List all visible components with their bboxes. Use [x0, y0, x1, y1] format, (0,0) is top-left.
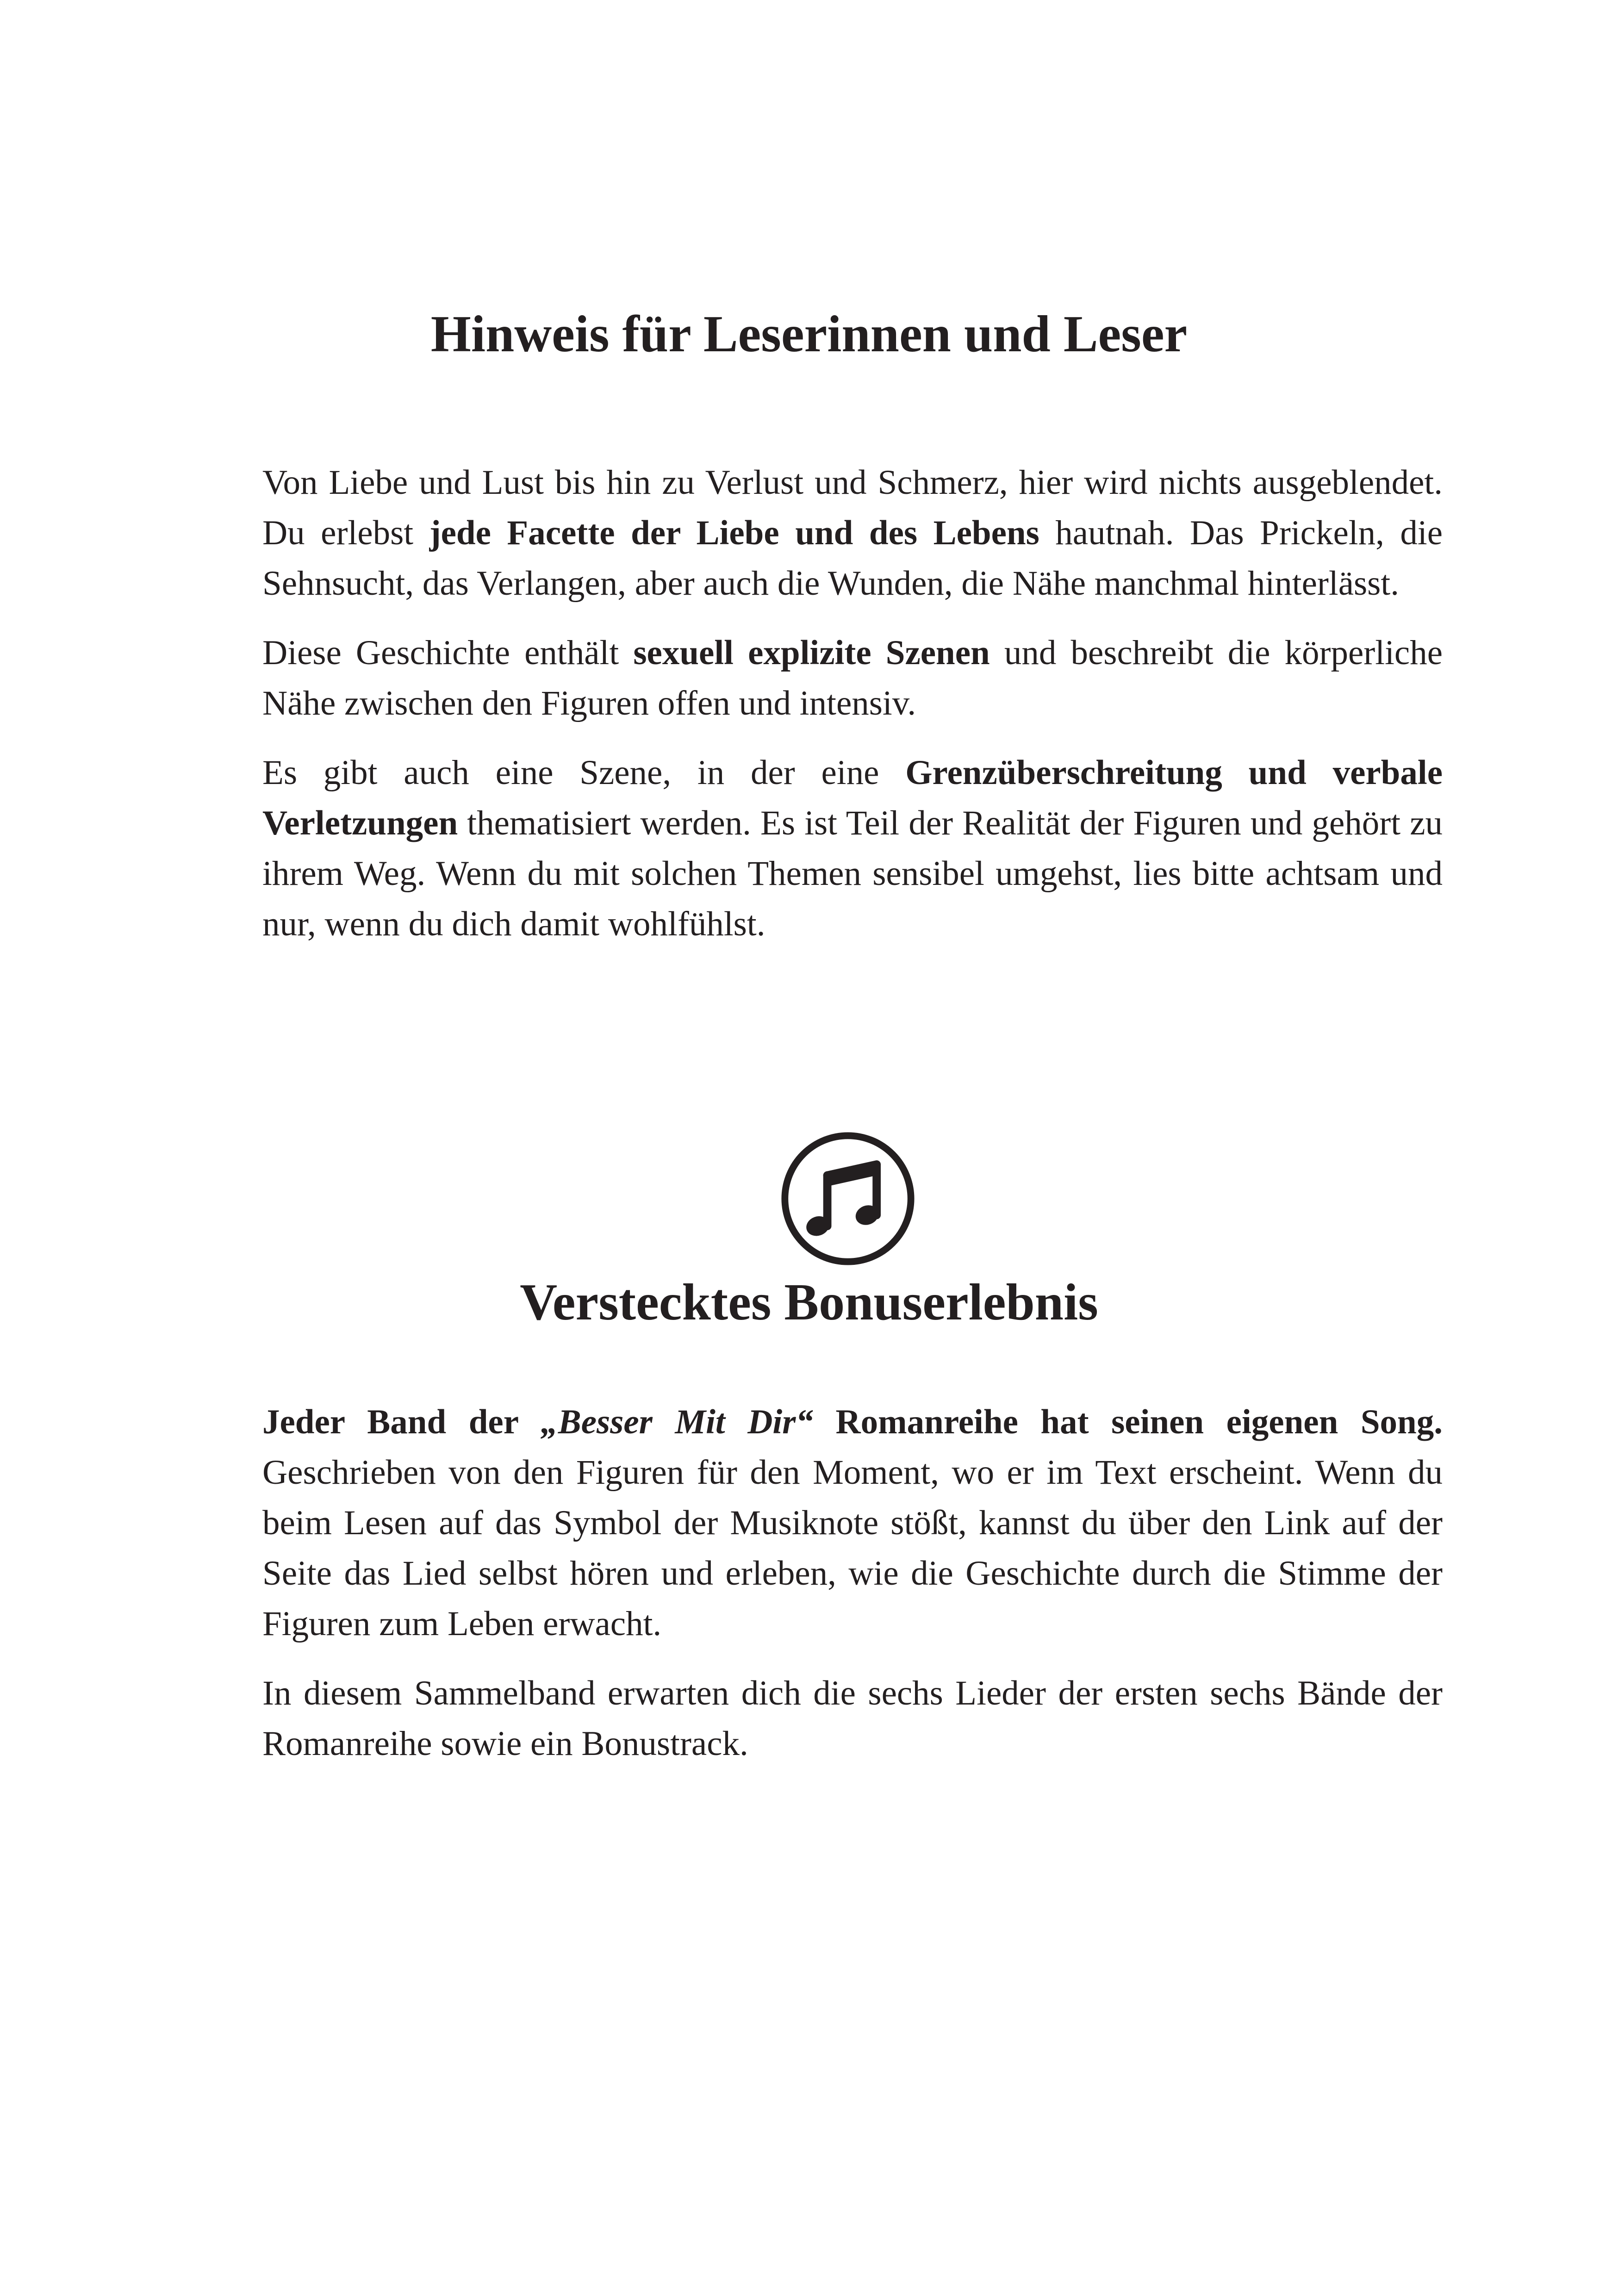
bonus-p1-bold-b: Romanreihe hat seinen eigenen Song. [813, 1403, 1443, 1441]
bonus-p1-text: Geschrieben von den Figuren für den Moment, wo er im Text erscheint. Wenn du beim Lesen auf das Symbol der Musiknote stößt, kannst du über den Link auf der Seite das Lied selbst hören und erleben, wie die Geschichte durch die Stimme der Figuren zum Leben erwacht. [262, 1453, 1443, 1643]
bonus-paragraph-1 [262, 1397, 1443, 1649]
notice-section [262, 457, 1443, 968]
notice-heading: Hinweis für Leserinnen und Leser [430, 305, 1188, 363]
notice-p2-text-a: Diese Geschichte enthält [262, 634, 634, 672]
notice-p3-text-c: thematisiert werden. Es ist Teil der Realität der Figuren und gehört zu ihrem Weg. Wenn du mit solchen Themen sensibel umgehst, lies bitte achtsam und nur, wenn du dich damit wohlfühlst. [262, 804, 1443, 943]
notice-paragraph-1 [262, 457, 1443, 609]
notice-p1-text-a: Von Liebe und Lust bis hin zu Verlust und Schmerz, hier wird nichts ausgeblendet. Du erlebst [262, 463, 1443, 552]
notice-p1-text-c: hautnah. Das Prickeln, die Sehnsucht, das Verlangen, aber auch die Wunden, die Nähe manchmal hinterlässt. [262, 514, 1443, 603]
bonus-paragraph-2: In diesem Sammelband erwarten dich die sechs Lieder der ersten sechs Bände der Romanreihe sowie ein Bonustrack. [262, 1674, 1443, 1763]
bonus-p1-bold-a: Jeder Band der [262, 1403, 541, 1441]
bonus-p1-series-title: „Besser Mit Dir“ [541, 1403, 813, 1441]
notice-p3-emphasis: Grenzüberschreitung und verbale Verletzungen [262, 753, 1443, 842]
notice-p1-emphasis: jede Facette der Liebe und des Lebens [429, 514, 1039, 552]
notice-paragraph-2 [262, 628, 1443, 728]
bonus-section [262, 1397, 1443, 1788]
bonus-heading: Verstecktes Bonuserlebnis [520, 1274, 1098, 1331]
notice-p2-emphasis: sexuell explizite Szenen [633, 634, 990, 672]
notice-paragraph-3 [262, 747, 1443, 949]
notice-p2-text-c: und beschreibt die körperliche Nähe zwischen den Figuren offen und intensiv. [262, 634, 1443, 722]
notice-p3-text-a: Es gibt auch eine Szene, in der eine [262, 753, 906, 792]
music-note-circle-icon [779, 1130, 916, 1267]
